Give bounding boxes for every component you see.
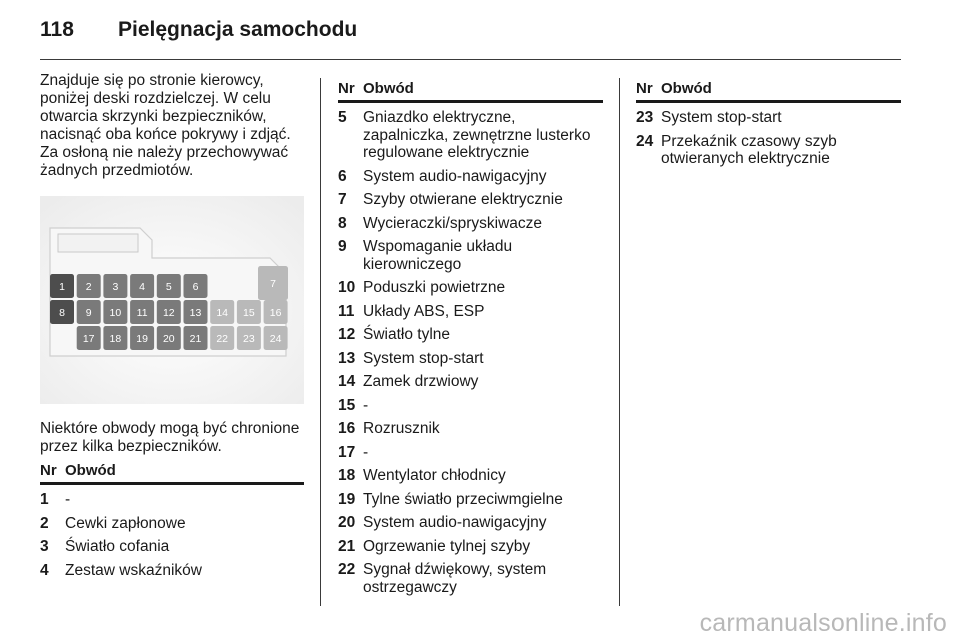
row-circuit: Rozrusznik xyxy=(363,420,440,437)
column-1 xyxy=(40,72,304,579)
table-header xyxy=(338,80,603,103)
row-circuit: Poduszki powietrzne xyxy=(363,279,506,296)
row-number: 11 xyxy=(338,302,355,320)
fuse-slot-label: 7 xyxy=(270,278,276,290)
fuse-box-illustration xyxy=(40,196,304,404)
fuse-table-2 xyxy=(338,109,603,596)
column-divider xyxy=(320,78,321,606)
table-row xyxy=(40,538,304,556)
row-circuit: Sygnał dźwiękowy, system ostrzegawczy xyxy=(363,561,547,596)
table-row xyxy=(338,467,603,485)
fuse-slot-label: 4 xyxy=(139,281,146,293)
fuse-slot-label: 14 xyxy=(216,307,229,319)
table-row xyxy=(338,373,603,391)
fuse-slot-label: 20 xyxy=(162,333,175,345)
row-circuit: Ogrzewanie tylnej szyby xyxy=(363,537,531,555)
fuse-slot-label: 11 xyxy=(136,307,148,319)
row-circuit: - xyxy=(363,443,369,461)
header-nr: Nr xyxy=(636,80,653,97)
fuse-slot-label: 5 xyxy=(165,281,172,293)
row-number: 17 xyxy=(338,443,356,461)
row-circuit: - xyxy=(65,491,71,508)
fuse-slot-label: 10 xyxy=(109,307,122,319)
header-rule xyxy=(40,59,901,60)
fuse-slot-label: 2 xyxy=(85,281,92,293)
table-header xyxy=(636,80,901,103)
row-number: 2 xyxy=(40,514,49,532)
row-number: 16 xyxy=(338,420,356,437)
fuse-slot-label: 3 xyxy=(112,281,119,293)
fuse-slot-label: 18 xyxy=(109,333,122,345)
row-number: 14 xyxy=(338,373,356,390)
fuse-slot-label: 15 xyxy=(243,307,255,319)
row-circuit: - xyxy=(363,396,369,414)
table-row xyxy=(338,215,603,233)
column-3 xyxy=(636,72,901,168)
table-row xyxy=(636,109,901,127)
row-number: 19 xyxy=(338,490,356,508)
table-row xyxy=(338,561,603,596)
table-row xyxy=(338,191,603,209)
table-row xyxy=(338,538,603,556)
fuse-slot-label: 6 xyxy=(192,281,199,293)
fuse-slot-label: 19 xyxy=(136,333,148,345)
watermark: carmanualsonline.info xyxy=(699,609,947,637)
fuse-slot-label: 8 xyxy=(59,307,65,319)
row-circuit: Wentylator chłodnicy xyxy=(363,467,506,484)
table-row xyxy=(338,238,603,273)
table-row xyxy=(40,562,304,580)
header-circuit: Obwód xyxy=(363,80,414,97)
header-circuit: Obwód xyxy=(65,462,116,479)
row-circuit: System audio-nawigacyjny xyxy=(363,167,547,185)
row-number: 9 xyxy=(338,238,347,255)
row-number: 22 xyxy=(338,561,356,578)
fuse-slot-label: 22 xyxy=(216,333,229,345)
row-circuit: Światło cofania xyxy=(65,538,170,555)
table-row xyxy=(338,109,603,162)
row-number: 5 xyxy=(338,109,347,126)
column-divider xyxy=(619,78,620,606)
row-number: 3 xyxy=(40,538,49,555)
row-number: 18 xyxy=(338,467,356,484)
table-row xyxy=(338,397,603,415)
column-2 xyxy=(338,72,603,596)
header-nr: Nr xyxy=(40,462,57,479)
page-title: Pielęgnacja samochodu xyxy=(118,18,358,41)
row-number: 23 xyxy=(636,109,654,126)
row-number: 21 xyxy=(338,537,356,555)
table-row xyxy=(338,168,603,186)
fuse-box-label-slot xyxy=(58,234,138,252)
row-circuit: Tylne światło przeciwmgielne xyxy=(363,490,563,508)
row-number: 20 xyxy=(338,514,356,531)
row-number: 1 xyxy=(40,491,49,508)
header-circuit: Obwód xyxy=(661,80,712,97)
row-number: 12 xyxy=(338,326,356,343)
row-number: 7 xyxy=(338,191,347,208)
row-circuit: Wspomaganie układu kierowniczego xyxy=(363,238,513,273)
row-circuit: Zamek drzwiowy xyxy=(363,373,479,390)
table-row xyxy=(40,515,304,533)
note-paragraph: Niektóre obwody mogą być chronione przez kilka bezpieczników. xyxy=(40,420,300,455)
row-circuit: Gniazdko elektryczne, zapalniczka, zewnętrzne lusterko regulowane elektrycznie xyxy=(363,109,591,161)
row-circuit: Światło tylne xyxy=(363,326,451,343)
row-number: 13 xyxy=(338,349,356,367)
table-row xyxy=(338,303,603,321)
table-row xyxy=(338,326,603,344)
table-row xyxy=(338,279,603,297)
fuse-slot-label: 12 xyxy=(162,307,175,319)
fuse-slot-label: 1 xyxy=(59,281,65,293)
table-row xyxy=(636,133,901,168)
intro-paragraph: Znajduje się po stronie kierowcy, poniżej deski rozdzielczej. W celu otwarcia skrzynki bezpieczników, nacisnąć oba końce pokrywy i zdjąć. Za osłoną nie należy przechowywać żadnych przedmiotów. xyxy=(40,72,291,179)
table-row xyxy=(338,350,603,368)
row-number: 15 xyxy=(338,396,356,414)
table-row xyxy=(338,514,603,532)
row-number: 6 xyxy=(338,167,347,185)
fuse-slot-label: 9 xyxy=(85,307,92,319)
fuse-slot-label: 23 xyxy=(243,333,255,345)
fuse-table-3 xyxy=(636,109,901,168)
page-header xyxy=(40,18,357,48)
fuse-slot-label: 17 xyxy=(82,333,95,345)
row-circuit: Wycieraczki/spryskiwacze xyxy=(363,214,542,232)
row-circuit: Układy ABS, ESP xyxy=(363,302,485,320)
fuse-slot-label: 13 xyxy=(189,307,202,319)
table-header xyxy=(40,462,304,485)
row-number: 10 xyxy=(338,279,356,296)
row-number: 24 xyxy=(636,132,654,150)
table-row xyxy=(338,420,603,438)
row-circuit: System audio-nawigacyjny xyxy=(363,514,547,531)
page-number: 118 xyxy=(40,18,74,41)
row-circuit: System stop-start xyxy=(661,109,782,126)
header-nr: Nr xyxy=(338,80,355,97)
row-circuit: Cewki zapłonowe xyxy=(65,514,186,532)
row-circuit: Zestaw wskaźników xyxy=(65,561,202,579)
row-circuit: System stop-start xyxy=(363,349,484,367)
fuse-slot-label: 24 xyxy=(269,333,282,345)
fuse-table-1 xyxy=(40,491,304,579)
table-row xyxy=(338,491,603,509)
row-circuit: Szyby otwierane elektrycznie xyxy=(363,191,563,208)
row-number: 8 xyxy=(338,214,347,232)
table-row xyxy=(338,444,603,462)
fuse-slot-label: 21 xyxy=(189,333,202,345)
fuse-slot-label: 16 xyxy=(269,307,282,319)
row-number: 4 xyxy=(40,561,49,579)
table-row xyxy=(40,491,304,509)
row-circuit: Przekaźnik czasowy szyb otwieranych elektrycznie xyxy=(661,132,837,167)
